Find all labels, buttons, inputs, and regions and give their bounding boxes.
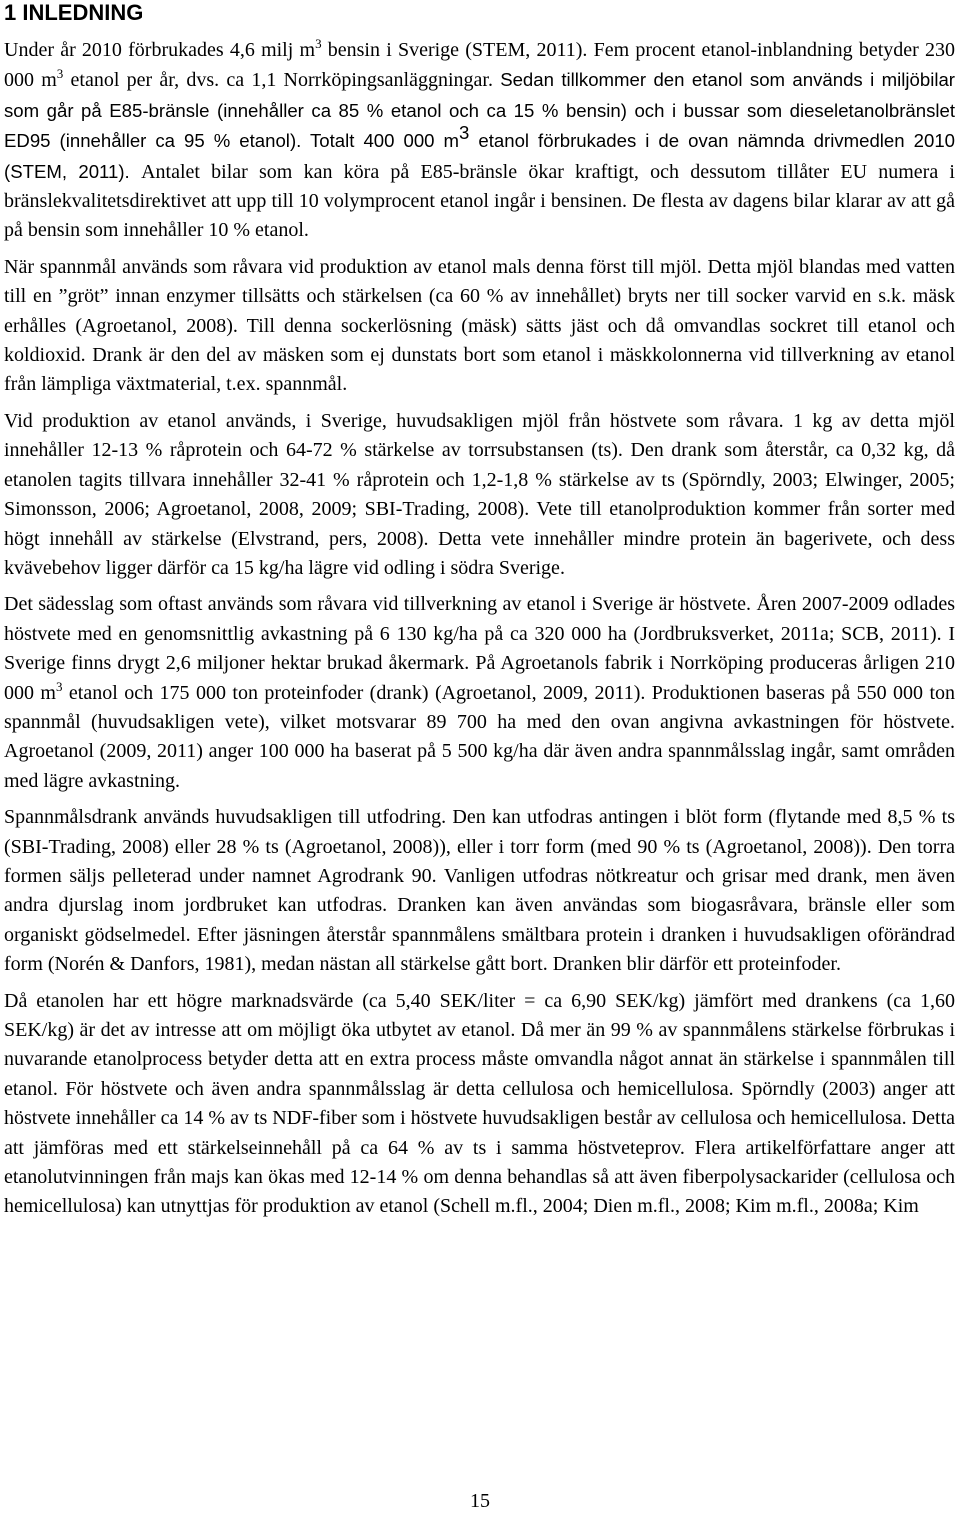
- section-heading: 1 INLEDNING: [4, 0, 144, 25]
- paragraph-1-text-f: Antalet bilar som kan köra på E85-bränsle ökar kraftigt, och dessutom tillåter EU numera i bränslekvalitetsdirektivet att upp till 10 volymprocent etanol ingår i bensinen. De flesta av dagens bilar klarar av att gå på bensin som innehåller 10 % etanol.: [4, 160, 955, 242]
- superscript-cubic: 3: [315, 36, 322, 51]
- paragraph-1-text-e: etanol förbrukades i de ovan nämnda drivmedlen 2010 (STEM, 2011).: [4, 130, 955, 182]
- paragraph-1-text-c: etanol per år, dvs. ca 1,1 Norrköpingsanläggningar.: [63, 69, 501, 92]
- paragraph-5: Spannmålsdrank används huvudsakligen till utfodring. Den kan utfodras antingen i blöt form (flytande med 8,5 % ts (SBI-Trading, 2008) eller 28 % ts (Agroetanol, 2008)), eller i torr form (med 90 % ts (Agroetanol, 2008)). Den torra formen säljs pelleterad under namnet Agrodrank 90. Vanligen utfodras nötkreatur och grisar med drank, men även andra djurslag inom jordbruket kan utfodras. Dranken kan även användas som biogasråvara, bränsle eller som organiskt gödselmedel. Efter jäsningen återstår spannmålens smältbara protein i dranken i huvudsakligen oförändrad form (Norén & Danfors, 1981), medan nästan all stärkelse gått bort. Dranken blir därför ett proteinfoder.: [4, 806, 955, 976]
- superscript-cubic: 3: [56, 66, 64, 82]
- superscript-cubic: 3: [56, 678, 63, 694]
- paragraph-1-text-d: Sedan tillkommer den etanol som används i miljöbilar som går på E85-bränsle (innehåller ca 85 % etanol och ca 15 % bensin) och i bussar som dieseletanolbränslet ED95 (innehåller ca 95 % etanol). Totalt 400 000 m: [4, 69, 955, 152]
- paragraph-2: När spannmål används som råvara vid produktion av etanol mals denna först till mjöl. Detta mjöl blandas med vatten till en ”gröt” innan enzymer tillsätts och stärkelsen (ca 60 % av innehållet) bryts ner till socker varvid en s.k. mäsk erhålles (Agroetanol, 2008). Till denna sockerlösning (mäsk) sätts jäst och då omvandlas sockret till etanol och koldioxid. Drank är den del av mäsken som ej dunstats bort som etanol i mäskkolonnerna vid tillverkning av etanol från lämpliga växtmaterial, t.ex. spannmål.: [4, 255, 955, 396]
- paragraph-1: [4, 36, 955, 246]
- paragraph-1-text-b: bensin i Sverige (STEM, 2011). Fem procent etanol-inblandning betyder 230 000 m: [4, 39, 955, 92]
- paragraph-4-text-a: Det sädesslag som oftast används som råvara vid tillverkning av etanol i Sverige är höstvete. Åren 2007-2009 odlades höstvete med en genomsnittlig avkastning på 6 130 kg/ha på ca 320 000 ha (Jordbruksverket, 2011a; SCB, 2011). I Sverige finns drygt 2,6 miljoner hektar brukad åkermark. På Agroetanols fabrik i Norrköping produceras årligen 210 000 m: [4, 593, 955, 704]
- paragraph-1-text-a: Under år 2010 förbrukades 4,6 milj m: [4, 39, 316, 61]
- paragraph-6: Då etanolen har ett högre marknadsvärde (ca 5,40 SEK/liter = ca 6,90 SEK/kg) jämfört med drankens (ca 1,60 SEK/kg) är det av intresse att om möjligt öka utbytet av etanol. Då mer än 99 % av spannmålens stärkelse förbrukas i nuvarande etanolprocess betyder detta att en extra process måste omvandla något annat än stärkelse i spannmålen till etanol. För höstvete och även andra spannmålsslag är detta cellulosa och hemicellulosa. Spörndly (2003) anger att höstvete innehåller ca 14 % av ts NDF-fiber som i höstvete huvudsakligen består av cellulosa och hemicellulosa. Detta att jämföras med ett stärkelseinnehåll på ca 64 % av ts i samma höstveteprov. Flera artikelförfattare anger att etanolutvinningen från majs kan ökas med 12-14 % om denna behandlas så att även fiberpolysackarider (cellulosa och hemicellulosa) kan utnyttjas för produktion av etanol (Schell m.fl., 2004; Dien m.fl., 2008; Kim m.fl., 2008a; Kim: [4, 989, 955, 1218]
- paragraph-3: Vid produktion av etanol används, i Sverige, huvudsakligen mjöl från höstvete som råvara. 1 kg av detta mjöl innehåller 12-13 % råprotein och 64-72 % stärkelse av torrsubstansen (ts). Den drank som återstår, ca 0,32 kg, då etanolen tagits tillvara innehåller 32-41 % råprotein och 1,2-1,8 % stärkelse av ts (Spörndly, 2003; Elwinger, 2005; Simonsson, 2006; Agroetanol, 2008, 2009; SBI-Trading, 2008). Vete till etanolproduktion kommer från sorter med högt innehåll av stärkelse (Elvstrand, pers, 2008). Detta vete innehåller mindre protein än bagerivete, och dess kvävebehov ligger därför ca 15 kg/ha lägre vid odling i södra Sverige.: [4, 409, 955, 579]
- page-number: 15: [470, 1490, 490, 1512]
- superscript-cubic: 3: [459, 122, 470, 144]
- paragraph-4: [4, 590, 955, 796]
- paragraph-4-text-b: etanol och 175 000 ton proteinfoder (drank) (Agroetanol, 2009, 2011). Produktionen baseras på 550 000 ton spannmål (huvudsakligen vete), vilket motsvarar 89 700 ha med den ovan angivna avkastningen för höstvete. Agroetanol (2009, 2011) anger 100 000 ha baserat på 5 500 kg/ha där även andra spannmålsslag ingår, samt områden med lägre avkastning.: [4, 681, 956, 792]
